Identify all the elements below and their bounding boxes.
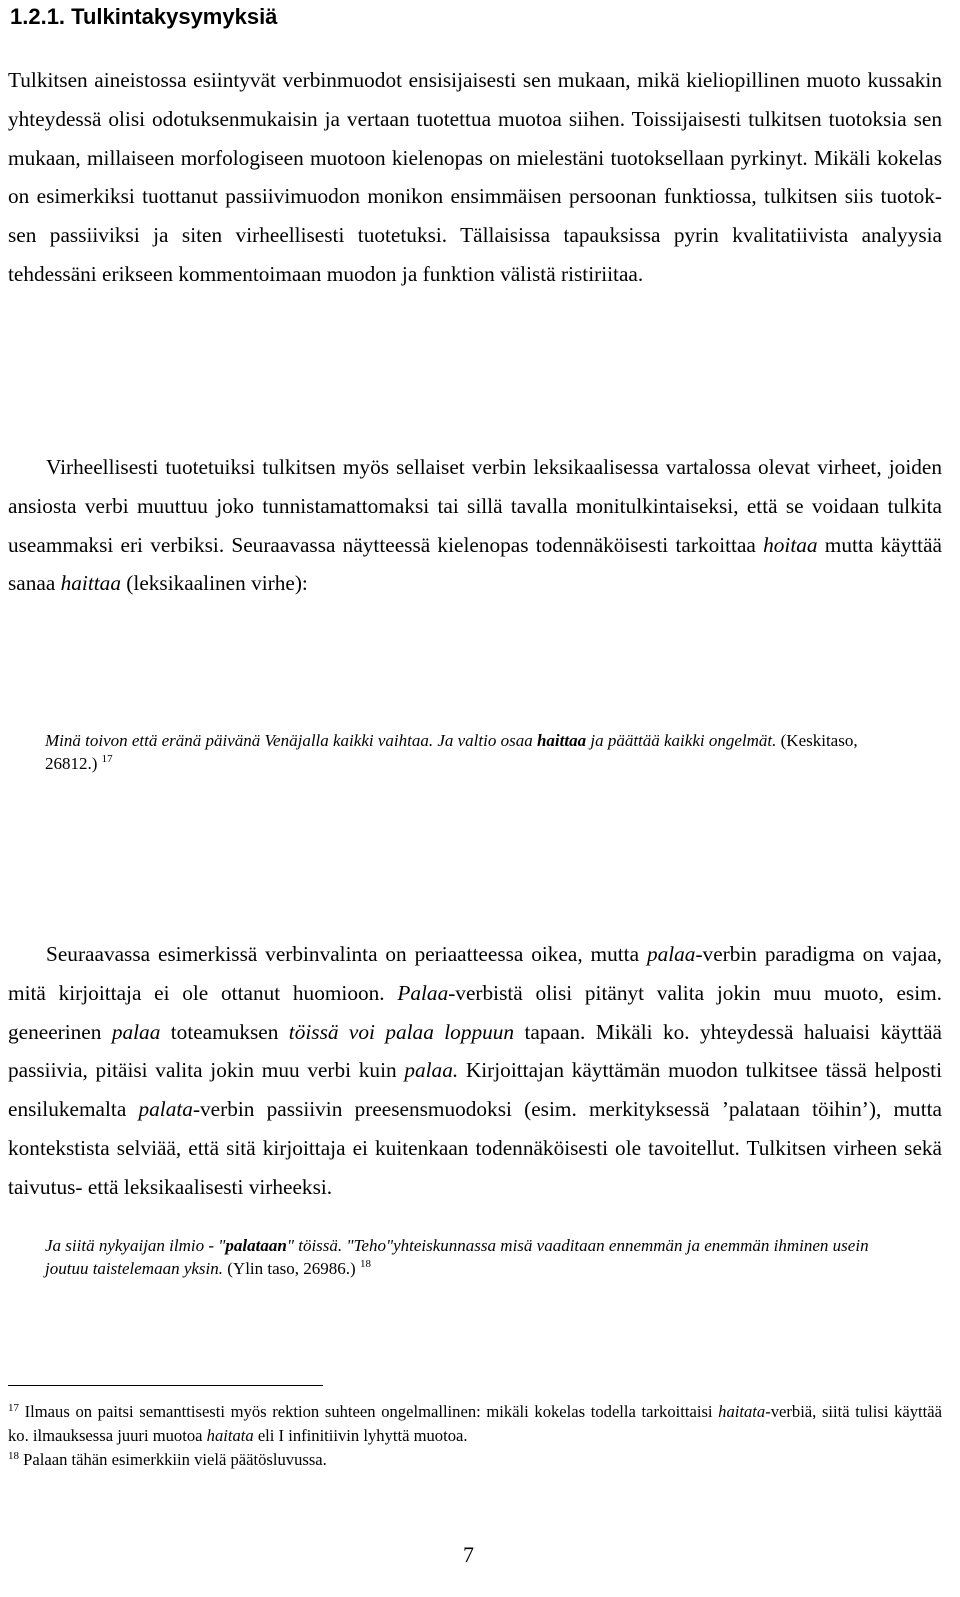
paragraph-2 <box>8 448 942 603</box>
footnote-18-number: 18 <box>8 1450 19 1462</box>
example-1-reference: (Keskitaso, 26812.) <box>45 731 858 773</box>
paragraph-3-term-2: Palaa <box>397 980 449 1005</box>
example-2-highlight: palataan <box>225 1236 287 1255</box>
paragraph-3-term-4: töissä voi palaa loppuun <box>288 1019 515 1044</box>
example-1-text-b: ja päättää kaikki ongelmät. <box>586 731 777 750</box>
paragraph-2-term-hoitaa: hoitaa <box>763 532 818 557</box>
footnote-18-text: Palaan tähän esimerkkiin vielä päätösluvussa. <box>19 1450 327 1469</box>
footnote-ref-17[interactable]: 17 <box>101 753 113 765</box>
page-number: 7 <box>463 1542 474 1567</box>
paragraph-3 <box>8 935 942 1207</box>
footnote-17-text-a: Ilmaus on paitsi semanttisesti myös rektion suhteen ongelmallinen: mikäli kokelas todella tarkoittaisi <box>19 1402 719 1421</box>
footnote-separator <box>8 1385 323 1386</box>
example-quote-1 <box>45 729 905 775</box>
paragraph-3-term-1: palaa <box>646 942 696 966</box>
footnote-ref-18[interactable]: 18 <box>359 1258 371 1270</box>
example-1-highlight: haittaa <box>536 731 587 750</box>
footnote-17 <box>8 1400 942 1448</box>
example-quote-2 <box>45 1234 905 1280</box>
paragraph-3-text-b: -verbin paradigma on vajaa, mitä kirjoittaja ei ole ottanut huomioon. <box>8 942 942 1005</box>
paragraph-2-term-haittaa: haittaa <box>60 571 121 596</box>
footnote-17-term-2: haitata <box>206 1426 254 1445</box>
paragraph-3-text-c: -verbistä olisi pitänyt valita jokin muu muoto, esim. geneerinen <box>8 980 943 1044</box>
footnote-17-text-b: -verbiä, siitä tulisi käyttää ko. ilmauksessa juuri muotoa <box>8 1402 942 1445</box>
footnote-18 <box>8 1448 942 1472</box>
example-2-text-a: Ja siitä nykyaijan ilmio - " <box>45 1236 226 1255</box>
paragraph-3-text-f: Kirjoittajan käyttämän muodon tulkitsee tässä helposti ensilukemalta <box>8 1058 943 1122</box>
paragraph-3-term-3: palaa <box>111 1019 161 1044</box>
paragraph-3-term-5: palaa. <box>404 1058 459 1083</box>
paragraph-2-text-c: (leksikaalinen virhe): <box>120 571 308 596</box>
footnote-17-term-1: haitata <box>718 1402 766 1421</box>
paragraph-2-text-b: mutta käyttää sanaa <box>8 532 942 596</box>
paragraph-3-text-d: toteamuksen <box>160 1019 289 1044</box>
paragraph-3-text-e: tapaan. Mikäli ko. yhteydessä haluaisi käyttää passiivia, pitäisi valita jokin muu verbi kuin <box>8 1019 942 1083</box>
paragraph-3-text-g: -verbin passiivin preesensmuodoksi (esim. merkityksessä ’palataan töihin’), mutta kontekstista selviää, että sitä kirjoittaja ei kuitenkaan todennäköisesti ole tavoitellut. Tulkitsen virheen sekä taivutus- että leksikaalisesti virheeksi. <box>8 1097 942 1199</box>
example-2-text-b: " töissä. "Teho"yhteiskunnassa misä vaaditaan ennemmän ja enemmän ihminen usein joutuu taistelemaan yksin. <box>45 1236 869 1278</box>
footnote-17-text-c: eli I infinitiivin lyhyttä muotoa. <box>253 1426 468 1445</box>
paragraph-3-text-a: Seuraavassa esimerkissä verbinvalinta on periaatteessa oikea, mutta <box>46 942 647 966</box>
paragraph-3-term-6: palata <box>138 1097 193 1122</box>
section-heading: 1.2.1. Tulkintakysymyksiä <box>10 4 278 29</box>
footnote-17-number: 17 <box>8 1402 19 1414</box>
paragraph-2-text-a: Virheellisesti tuotetuiksi tulkitsen myös sellaiset verbin leksikaalisessa vartalossa olevat virheet, joiden ansiosta verbi muuttuu joko tunnistamattomaksi tai sillä tavalla monitulkintaiseksi, että se voidaan tulkita useammaksi eri verbiksi. Seuraavassa näytteessä kielenopas todennäköisesti tarkoittaa <box>8 455 942 557</box>
paragraph-1: Tulkitsen aineistossa esiintyvät verbinmuodot ensisijaisesti sen mukaan, mikä kieliopillinen muoto kussakin yhteydessä olisi odotuksenmukaisin ja vertaan tuotettua muotoa siihen. Toissijaisesti tulkitsen tuotoksia sen mukaan, millaiseen morfologiseen muotoon kielenopas on mielestäni tuotoksellaan pyrkinyt. Mikäli kokelas on esimerkiksi tuottanut passiivimuodon monikon ensimmäisen persoonan funktiossa, tulkitsen siis tuotoksen passiiviksi ja siten virheellisesti tuotetuksi. Tällaisissa tapauksissa pyrin kvalitatiivista analyysia tehdessäni erikseen kommentoimaan muodon ja funktion välistä ristiriitaa. <box>8 68 942 286</box>
example-2-reference: (Ylin taso, 26986.) <box>223 1259 356 1278</box>
footnotes <box>8 1400 942 1472</box>
example-1-text-a: Minä toivon että eränä päivänä Venäjalla kaikki vaihtaa. Ja valtio osaa <box>45 731 537 750</box>
